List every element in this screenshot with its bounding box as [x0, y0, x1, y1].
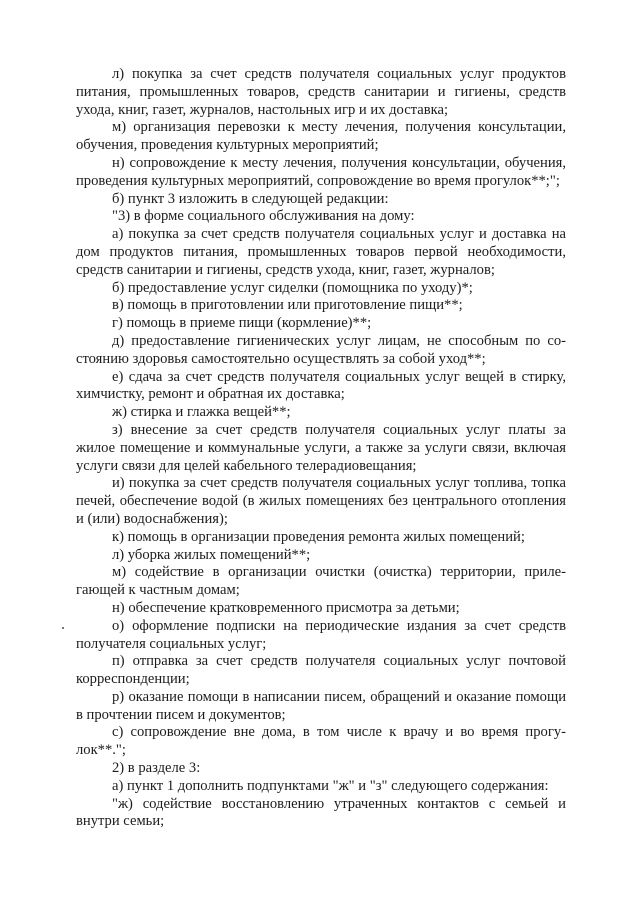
paragraph-a-point1: а) пункт 1 дополнить подпунктами "ж" и "з" следующего содержания: — [112, 777, 549, 794]
paragraph-r-letters: р) оказание помощи в написании писем, обращений и оказание помощи в прочтении писем и документов; — [76, 688, 566, 723]
paragraph-a-delivery: а) покупка за счет средств получателя социальных услуг и доставка на дом продуктов питания, промышленных товаров первой необходимости, средств санитарии и гигиены, средств ухода, книг, газет, журналов; — [76, 226, 566, 278]
paragraph-d-hygiene: д) предоставление гигиенических услуг лицам, не способным по состоянию здоровья самостоятельно осуществлять за собой уход**; — [76, 332, 566, 367]
paragraph-z-utilities: з) внесение за счет средств получателя социальных услуг платы за жилое помещение и коммунальные услуги, а также за услуги связи, включая услуги связи для целей кабельного телерадиовещания; — [76, 421, 566, 474]
paragraph-e-laundry-delivery: е) сдача за счет средств получателя социальных услуг вещей в стирку, химчистку, ремонт и обратная их доставка; — [76, 368, 566, 403]
paragraph-i-fuel: и) покупка за счет средств получателя социальных услуг топлива, топка печей, обеспечение водой (в жилых помещениях без центрального отопления и (или) водоснабжения); — [76, 475, 566, 527]
paragraph-zh-family-contacts: "ж) содействие восстановлению утраченных контактов с семьей и внутри семьи; — [76, 795, 566, 830]
paragraph-b-point3: б) пункт 3 изложить в следующей редакции: — [112, 190, 389, 207]
paragraph-o-subscription: о) оформление подписки на периодические издания за счет средств получателя социальных услуг; — [76, 617, 566, 652]
paragraph-zh-washing: ж) стирка и глажка вещей**; — [112, 404, 291, 421]
paragraph-p-mail: п) отправка за счет средств получателя социальных услуг почтовой корреспонденции; — [76, 653, 566, 688]
paragraph-g-feeding: г) помощь в приеме пищи (кормление)**; — [112, 315, 372, 332]
scan-speck — [62, 627, 64, 629]
paragraph-k-repair: к) помощь в организации проведения ремонта жилых помещений; — [112, 528, 525, 545]
paragraph-n-escort: н) сопровождение к месту лечения, получения консультации, обучения, проведения культурных мероприятий, сопровождение во время прогулок**;"; — [76, 154, 566, 189]
paragraph-s-escort: с) сопровождение вне дома, в том числе к врачу и во время прогулок**."; — [76, 724, 566, 759]
paragraph-m-territory: м) содействие в организации очистки (очистка) территории, прилегающей к частным домам; — [76, 564, 566, 599]
paragraph-b-caregiver: б) предоставление услуг сиделки (помощника по уходу)*; — [112, 279, 473, 296]
paragraph-2-section3: 2) в разделе 3: — [112, 760, 201, 777]
paragraph-l-cleaning: л) уборка жилых помещений**; — [112, 546, 311, 563]
document-page — [76, 66, 566, 831]
paragraph-n-childcare: н) обеспечение кратковременного присмотра за детьми; — [112, 599, 460, 616]
paragraph-v-cooking: в) помощь в приготовлении или приготовление пищи**; — [112, 297, 463, 314]
paragraph-m-transport: м) организация перевозки к месту лечения, получения консультации, обучения, проведения культурных мероприятий; — [76, 119, 566, 154]
paragraph-3-home-service: "3) в форме социального обслуживания на дому: — [112, 208, 415, 225]
paragraph-l-purchase: л) покупка за счет средств получателя социальных услуг продуктов питания, промышленных товаров, средств санитарии и гигиены, средств ухода, книг, газет, журналов, настольных игр и их доставка; — [76, 66, 566, 118]
